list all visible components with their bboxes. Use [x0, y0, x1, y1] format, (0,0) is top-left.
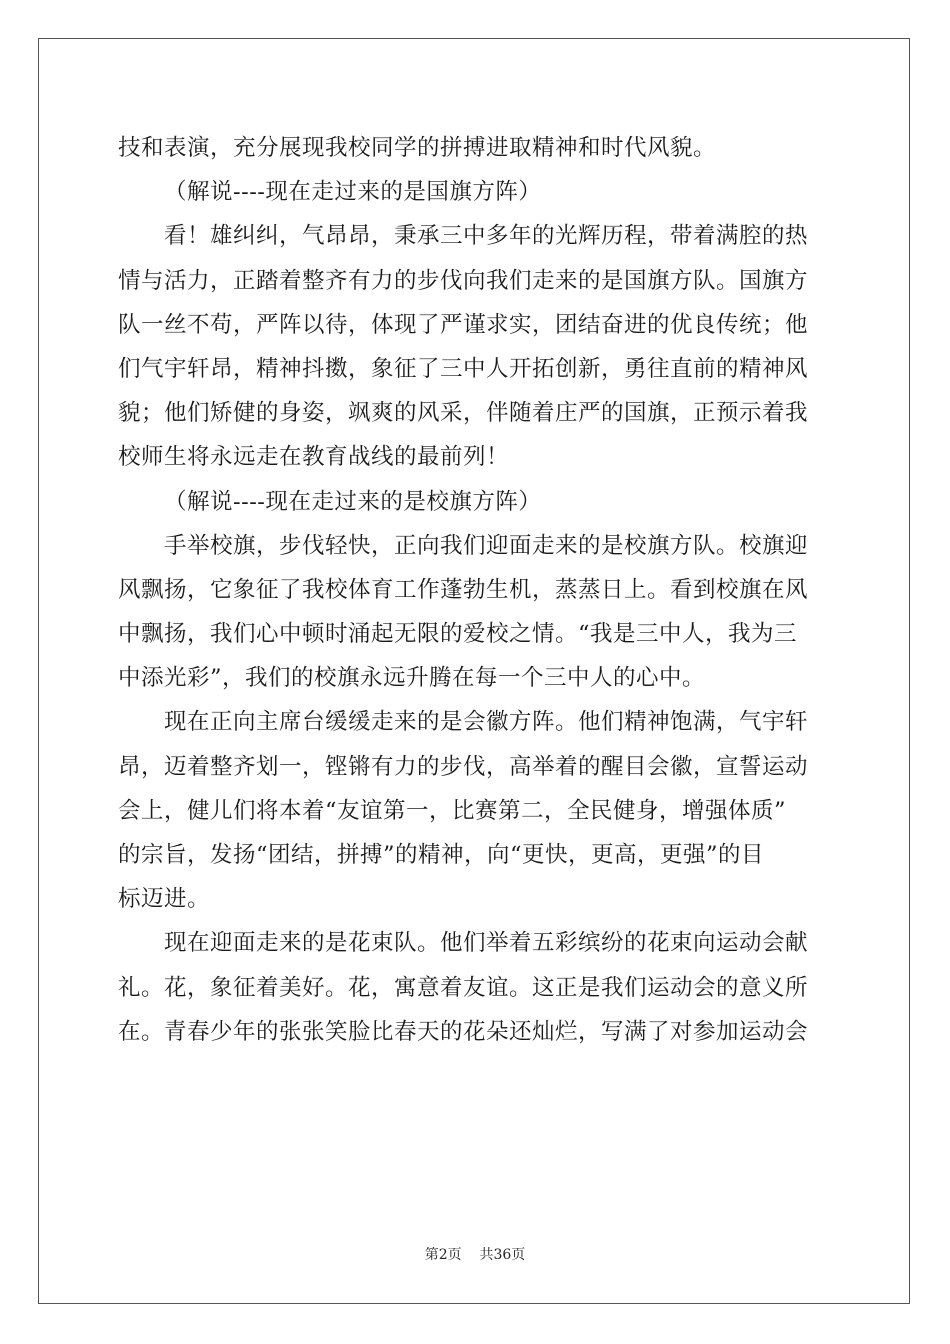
text-line: 校师生将永远走在教育战线的最前列！ — [118, 444, 510, 471]
page-footer — [0, 1246, 950, 1264]
text-line: 中添光彩”，我们的校旗永远升腾在每一个三中人的心中。 — [118, 665, 706, 692]
text-line: 现在正向主席台缓缓走来的是会徽方阵。他们精神饱满，气宇轩 — [164, 709, 809, 736]
text-line: 在。青春少年的张张笑脸比春天的花朵还灿烂，写满了对参加运动会 — [118, 1018, 809, 1045]
text-line: 情与活力，正踏着整齐有力的步伐向我们走来的是国旗方队。国旗方 — [118, 267, 809, 294]
text-line: 风飘扬，它象征了我校体育工作蓬勃生机，蒸蒸日上。看到校旗在风 — [118, 576, 809, 603]
text-line: 会上，健儿们将本着“友谊第一，比赛第二，全民健身，增强体质” — [118, 797, 787, 824]
text-line: （解说----现在走过来的是校旗方阵） — [164, 488, 542, 515]
text-line: 的宗旨，发扬“团结，拼搏”的精神，向“更快，更高，更强”的目 — [118, 842, 765, 868]
total-pages: 共36页 — [479, 1247, 526, 1263]
text-line: 昂，迈着整齐划一，铿锵有力的步伐，高举着的醒目会徽，宣誓运动 — [118, 753, 809, 780]
text-line: 技和表演，充分展现我校同学的拼搏进取精神和时代风貌。 — [118, 135, 717, 161]
text-line: 礼。花，象征着美好。花，寓意着友谊。这正是我们运动会的意义所 — [118, 974, 809, 1001]
document-body — [118, 126, 830, 1054]
text-line: 队一丝不苟，严阵以待，体现了严谨求实，团结奋进的优良传统；他 — [118, 311, 809, 338]
text-line: 现在迎面走来的是花束队。他们举着五彩缤纷的花束向运动会献 — [164, 930, 809, 957]
page-number: 第2页 — [424, 1247, 462, 1263]
text-line: 们气宇轩昂，精神抖擞，象征了三中人开拓创新，勇往直前的精神风 — [118, 355, 809, 382]
text-line: 标迈进。 — [118, 886, 211, 913]
text-line: 看！雄纠纠，气昂昂，秉承三中多年的光辉历程，带着满腔的热 — [164, 223, 809, 250]
text-line: 中飘扬，我们心中顿时涌起无限的爱校之情。“我是三中人，我为三 — [118, 621, 798, 648]
text-line: 手举校旗，步伐轻快，正向我们迎面走来的是校旗方队。校旗迎 — [164, 532, 809, 559]
text-line: 貌；他们矫健的身姿，飒爽的风采，伴随着庄严的国旗，正预示着我 — [118, 400, 809, 427]
text-line: （解说----现在走过来的是国旗方阵） — [164, 179, 542, 206]
